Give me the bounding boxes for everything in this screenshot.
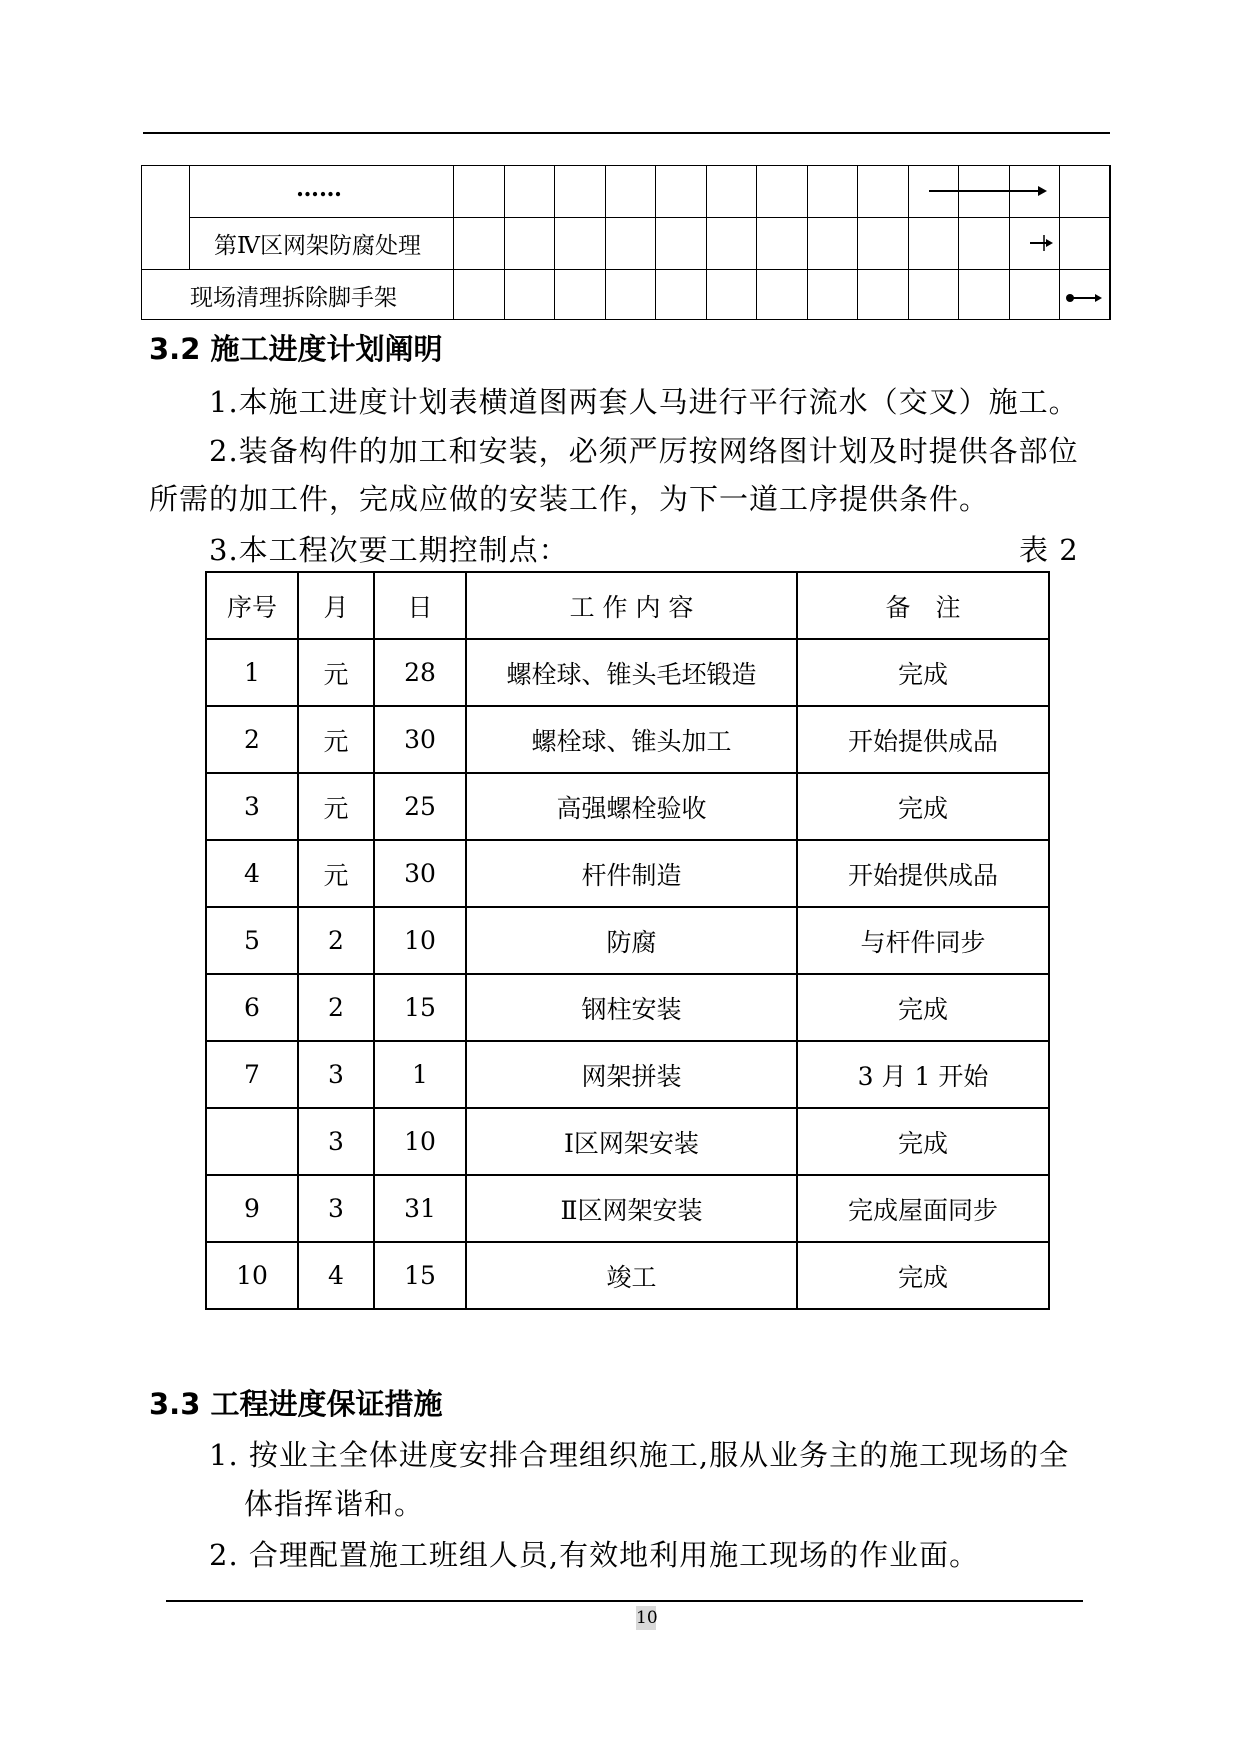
list-item-1-line-1: 1. 按业主全体进度安排合理组织施工,服从业务主的施工现场的全: [209, 1438, 1070, 1472]
table-cell: 3: [298, 1041, 374, 1108]
table-cell: 3: [298, 1108, 374, 1175]
table-cell: 螺栓球、锥头毛坯锻造: [466, 639, 797, 706]
table-row: [206, 974, 1049, 1041]
table-cell: 1: [374, 1041, 466, 1108]
table-cell: 元: [298, 773, 374, 840]
gantt-row-label: 第Ⅳ区网架防腐处理: [214, 233, 421, 259]
gantt-chart-fragment: [141, 165, 1110, 320]
table-row: [206, 1041, 1049, 1108]
table-cell: 防腐: [466, 907, 797, 974]
table-cell: 30: [374, 840, 466, 907]
table-header-row: [206, 572, 1049, 639]
table-cell: 与杆件同步: [797, 907, 1049, 974]
table-cell: 完成: [797, 974, 1049, 1041]
table-cell: 2: [206, 706, 298, 773]
gantt-bars: [141, 165, 1110, 320]
table-cell: 螺栓球、锥头加工: [466, 706, 797, 773]
table-cell: 10: [374, 907, 466, 974]
table-cell: 钢柱安装: [466, 974, 797, 1041]
table-cell: 开始提供成品: [797, 706, 1049, 773]
table-cell: 完成: [797, 1242, 1049, 1309]
table-cell: 杆件制造: [466, 840, 797, 907]
gantt-arrow-row-2: [1030, 235, 1053, 251]
table-cell: 元: [298, 706, 374, 773]
header-cell: 月: [298, 572, 374, 639]
table-cell: 完成屋面同步: [797, 1175, 1049, 1242]
gantt-arrow-row-3: [1066, 294, 1102, 302]
table-cell: 竣工: [466, 1242, 797, 1309]
table-cell: 15: [374, 974, 466, 1041]
section-heading-3-3: 3.3 工程进度保证措施: [149, 1387, 443, 1421]
paragraph-3: 3.本工程次要工期控制点：: [209, 533, 569, 567]
table-cell: 1: [206, 639, 298, 706]
list-item-2: 2. 合理配置施工班组人员,有效地利用施工现场的作业面。: [209, 1538, 980, 1572]
table-cell: 网架拼装: [466, 1041, 797, 1108]
header-rule: [143, 132, 1110, 134]
table-cell: 完成: [797, 773, 1049, 840]
gantt-arrow-row-1: [929, 186, 1047, 196]
table-cell: 2: [298, 974, 374, 1041]
table-row: [206, 1175, 1049, 1242]
table-cell: 25: [374, 773, 466, 840]
table-cell: 30: [374, 706, 466, 773]
table-cell: [206, 1108, 298, 1175]
milestone-table: [205, 571, 1050, 1310]
table-cell: 高强螺栓验收: [466, 773, 797, 840]
table-cell: 开始提供成品: [797, 840, 1049, 907]
table-cell: 4: [206, 840, 298, 907]
table-cell: 3 月 1 开始: [797, 1041, 1049, 1108]
table-cell: 9: [206, 1175, 298, 1242]
paragraph-2-line-2: 所需的加工件，完成应做的安装工作，为下一道工序提供条件。: [149, 482, 990, 516]
paragraph-2-line-1: 2.装备构件的加工和安装，必须严厉按网络图计划及时提供各部位: [209, 434, 1079, 468]
list-item-1-line-2: 体指挥谐和。: [244, 1487, 425, 1521]
table-cell: Ⅱ区网架安装: [466, 1175, 797, 1242]
table-row: [206, 907, 1049, 974]
table-row: [206, 773, 1049, 840]
table-label: 表 2: [1019, 533, 1079, 567]
section-heading-3-2: 3.2 施工进度计划阐明: [149, 332, 443, 366]
table-cell: 完成: [797, 1108, 1049, 1175]
table-cell: Ⅰ区网架安装: [466, 1108, 797, 1175]
table-cell: 4: [298, 1242, 374, 1309]
table-cell: 3: [206, 773, 298, 840]
table-row: [206, 1108, 1049, 1175]
table-row: [206, 706, 1049, 773]
header-cell: 日: [374, 572, 466, 639]
table-cell: 15: [374, 1242, 466, 1309]
table-cell: 10: [206, 1242, 298, 1309]
header-cell: 序号: [206, 572, 298, 639]
table-cell: 7: [206, 1041, 298, 1108]
paragraph-1: 1.本施工进度计划表横道图两套人马进行平行流水（交叉）施工。: [209, 385, 1079, 419]
table-cell: 完成: [797, 639, 1049, 706]
header-cell: 备 注: [797, 572, 1049, 639]
table-cell: 3: [298, 1175, 374, 1242]
table-row: [206, 840, 1049, 907]
gantt-row-label: 现场清理拆除脚手架: [190, 285, 397, 311]
table-row: [206, 1242, 1049, 1309]
header-cell: 工 作 内 容: [466, 572, 797, 639]
table-cell: 28: [374, 639, 466, 706]
table-cell: 5: [206, 907, 298, 974]
table-cell: 元: [298, 840, 374, 907]
page-number: 10: [636, 1608, 658, 1628]
table-cell: 31: [374, 1175, 466, 1242]
table-cell: 2: [298, 907, 374, 974]
table-cell: 10: [374, 1108, 466, 1175]
table-row: [206, 639, 1049, 706]
gantt-row-label: ……: [296, 175, 342, 202]
table-cell: 元: [298, 639, 374, 706]
footer-rule: [166, 1600, 1083, 1602]
table-cell: 6: [206, 974, 298, 1041]
